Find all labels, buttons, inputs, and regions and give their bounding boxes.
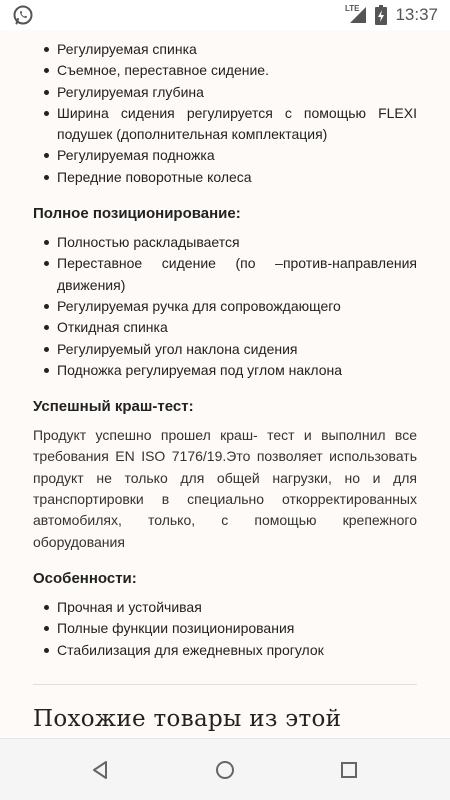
whatsapp-icon <box>12 4 34 26</box>
status-bar <box>0 0 450 30</box>
positioning-list <box>33 232 417 381</box>
product-description[interactable] <box>0 30 450 738</box>
system-navigation-bar <box>0 738 450 800</box>
back-icon[interactable] <box>89 758 113 782</box>
clock: 13:37 <box>395 5 438 24</box>
list-item: Откидная спинка <box>33 317 417 338</box>
list-item: Стабилизация для ежедневных прогулок <box>33 640 417 661</box>
positioning-heading: Полное позиционирование: <box>33 205 241 223</box>
list-item: Съемное, переставное сидение. <box>33 60 417 81</box>
list-item: Передние поворотные колеса <box>33 167 417 188</box>
status-indicators <box>345 4 438 26</box>
section-divider <box>33 684 417 685</box>
list-item: Регулируемая глубина <box>33 82 417 103</box>
battery-charging-icon <box>375 5 387 25</box>
similar-products-heading: Похожие товары из этой <box>33 705 342 732</box>
network-type-label: LTE <box>344 4 360 13</box>
list-item: Переставное сидение (по –против-направления движения) <box>33 253 417 296</box>
list-item: Регулируемая спинка <box>33 39 417 60</box>
crash-test-heading: Успешный краш-тест: <box>33 398 194 416</box>
list-item: Ширина сидения регулируется с помощью FLEXI подушек (дополнительная комплектация) <box>33 103 417 146</box>
crash-test-text: Продукт успешно прошел краш- тест и выполнил все требования EN ISO 7176/19.Это позволяет использовать продукт не только для общей нагрузки, но и для транспортировки в специально откорректированных автомобилях, только, с помощью крепежного оборудования <box>33 427 417 550</box>
description-body <box>33 30 417 732</box>
specifics-heading: Особенности: <box>33 569 137 587</box>
features-list <box>33 39 417 188</box>
home-icon[interactable] <box>213 758 237 782</box>
list-item: Полные функции позиционирования <box>33 618 417 639</box>
list-item: Регулируемый угол наклона сидения <box>33 339 417 360</box>
specifics-list <box>33 597 417 661</box>
list-item: Полностью раскладывается <box>33 232 417 253</box>
list-item: Регулируемая подножка <box>33 145 417 166</box>
recent-apps-icon[interactable] <box>337 758 361 782</box>
list-item: Регулируемая ручка для сопровождающего <box>33 296 417 317</box>
list-item: Прочная и устойчивая <box>33 597 417 618</box>
list-item: Подножка регулируемая под углом наклона <box>33 360 417 381</box>
